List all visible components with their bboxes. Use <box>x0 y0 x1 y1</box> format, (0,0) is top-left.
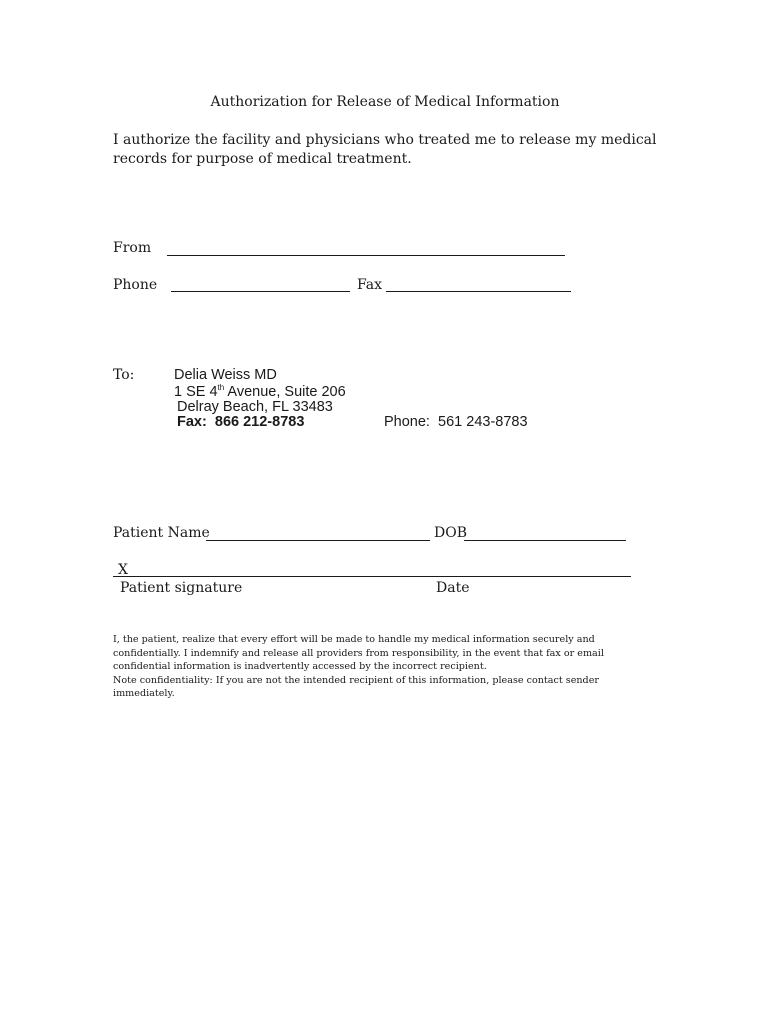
disclaimer-line: I, the patient, realize that every effort will be made to handle my medical information securely and <box>113 634 595 645</box>
patient-signature-label: Patient signature <box>120 580 243 596</box>
recipient-phone-label: Phone: <box>384 414 430 430</box>
from-label: From <box>113 240 152 256</box>
recipient-city: Delray Beach, FL 33483 <box>177 399 333 415</box>
recipient-phone <box>384 414 528 430</box>
address-suffix: Avenue, Suite 206 <box>224 383 346 400</box>
phone-field-line[interactable] <box>171 291 350 292</box>
fax-label: Fax <box>357 277 383 293</box>
disclaimer-line: confidentially. I indemnify and release all providers from responsibility, in the event that fax or email <box>113 647 604 659</box>
disclaimer-line: confidential information is inadvertently accessed by the incorrect recipient. <box>113 661 487 673</box>
disclaimer-paragraph <box>113 633 613 701</box>
patient-name-field-line[interactable] <box>206 540 430 541</box>
dob-label: DOB <box>434 525 467 541</box>
disclaimer-line: Note confidentiality: If you are not the intended recipient of this information, please contact sender <box>113 674 599 686</box>
disclaimer-line: immediately. <box>113 688 175 700</box>
authorization-statement: I authorize the facility and physicians who treated me to release my medical records for purpose of medical treatment. <box>113 132 657 167</box>
address-prefix: 1 SE 4 <box>174 383 218 400</box>
recipient-fax-number: 866 212-8783 <box>214 414 305 430</box>
to-label: To: <box>113 367 135 383</box>
recipient-fax-label: Fax: <box>177 414 207 430</box>
signature-x-mark: X <box>118 562 128 578</box>
from-field-line[interactable] <box>167 255 565 256</box>
signature-field-line[interactable] <box>113 576 631 577</box>
recipient-name: Delia Weiss MD <box>174 367 277 383</box>
recipient-phone-number: 561 243-8783 <box>438 414 528 430</box>
recipient-address <box>174 383 346 400</box>
dob-field-line[interactable] <box>464 540 626 541</box>
recipient-fax <box>177 414 304 430</box>
document-title: Authorization for Release of Medical Information <box>210 94 560 110</box>
fax-field-line[interactable] <box>386 291 571 292</box>
date-label: Date <box>436 580 470 596</box>
phone-label: Phone <box>113 277 158 293</box>
patient-name-label: Patient Name <box>113 525 210 541</box>
address-ordinal: th <box>217 383 225 392</box>
